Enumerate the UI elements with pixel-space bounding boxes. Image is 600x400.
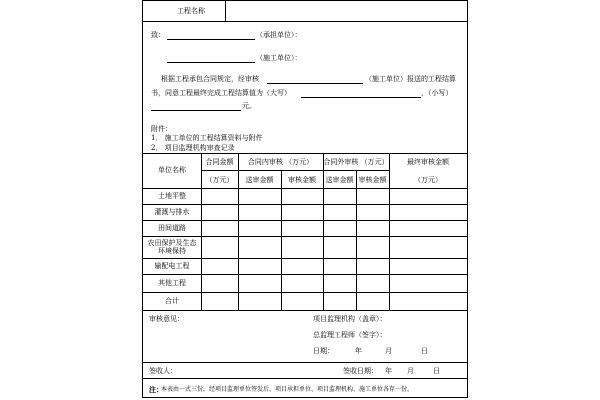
row-farmland-protection: 农田保护及生态环境保持 — [147, 239, 197, 255]
col-final-unit: （万元） — [414, 176, 442, 184]
sub-inside-audited: 审核金额 — [288, 176, 316, 184]
row-land-leveling: 土地平整 — [158, 192, 186, 200]
review-opinion-label: 审核意见： — [149, 315, 184, 323]
receipt-month: 月 — [407, 367, 414, 375]
review-bottom-line — [143, 362, 467, 363]
project-name-label: 工程名称 — [177, 7, 205, 15]
sub-outside-submitted: 送审金额 — [325, 176, 354, 184]
receipt-bottom-line — [143, 378, 467, 379]
settlement-form — [142, 0, 468, 398]
receipt-year: 年 — [385, 367, 392, 375]
sub-inside-submitted: 送审金额 — [245, 176, 274, 184]
body-line2-start: 书，同意工程最终完成工程结算值为（大写） — [151, 89, 291, 97]
attachments-label: 附件： — [151, 125, 172, 133]
review-day: 日 — [421, 347, 428, 355]
contractor-label: （承担单位）： — [256, 31, 302, 39]
contractor-blank[interactable] — [167, 39, 255, 40]
note-text: 本表由一式三份，经项目监理单位签发后，项目承担单位、项目监理机构、施工单位各存一份。 — [161, 386, 414, 393]
attachment-item-2: 2． 项目监理机构审查记录 — [151, 144, 235, 152]
receipt-day: 日 — [433, 367, 440, 375]
col-outside-audit: 合同外审核 （万元） — [323, 158, 389, 166]
row-irrigation: 灌溉与排水 — [154, 208, 190, 216]
review-year: 年 — [355, 347, 362, 355]
review-month: 月 — [385, 347, 392, 355]
amount-uppercase-blank[interactable] — [301, 97, 421, 98]
col-contract-amount: 合同金额 — [205, 158, 234, 166]
col-unit-name: 单位名称 — [158, 166, 186, 174]
body-line3-end: 元。 — [242, 102, 256, 110]
construction-label: （施工单位）： — [256, 54, 302, 62]
receipt-date-label: 签收日期： — [343, 367, 378, 375]
attachment-item-1: 1． 施工单位的工程结算资料与附件 — [151, 134, 263, 142]
body-line1-start: 根据工程承包合同规定，经审核 — [161, 75, 259, 83]
col-contract-unit: （万元） — [205, 176, 234, 184]
col-final-amount: 最终审核金额 — [407, 158, 449, 166]
body-line2-end: ，（小写） — [421, 89, 453, 97]
row-power-distribution: 输配电工程 — [154, 262, 190, 270]
header-bottom-line — [143, 21, 467, 22]
note-label: 注： — [149, 385, 163, 394]
header-divider — [225, 1, 226, 21]
to-label: 致： — [151, 31, 165, 39]
col-inside-audit: 合同内审核 （万元） — [247, 158, 314, 166]
row-field-roads: 田间道路 — [158, 224, 186, 232]
receiver-label: 签收人： — [149, 367, 177, 375]
review-engineer-label: 总监理工程师（签字）： — [313, 331, 387, 339]
review-org-label: 项目监理机构（盖章）： — [313, 315, 387, 323]
row-total: 合计 — [165, 297, 179, 305]
body-line1-mid: （施工单位）报送的工程结算 — [365, 75, 456, 83]
review-date-label: 日期： — [313, 347, 334, 355]
construction-blank[interactable] — [167, 62, 255, 63]
reviewed-unit-blank[interactable] — [267, 83, 363, 84]
row-other: 其他工程 — [158, 279, 186, 287]
amount-lowercase-blank[interactable] — [151, 110, 241, 111]
sub-outside-audited: 审核金额 — [358, 176, 387, 184]
